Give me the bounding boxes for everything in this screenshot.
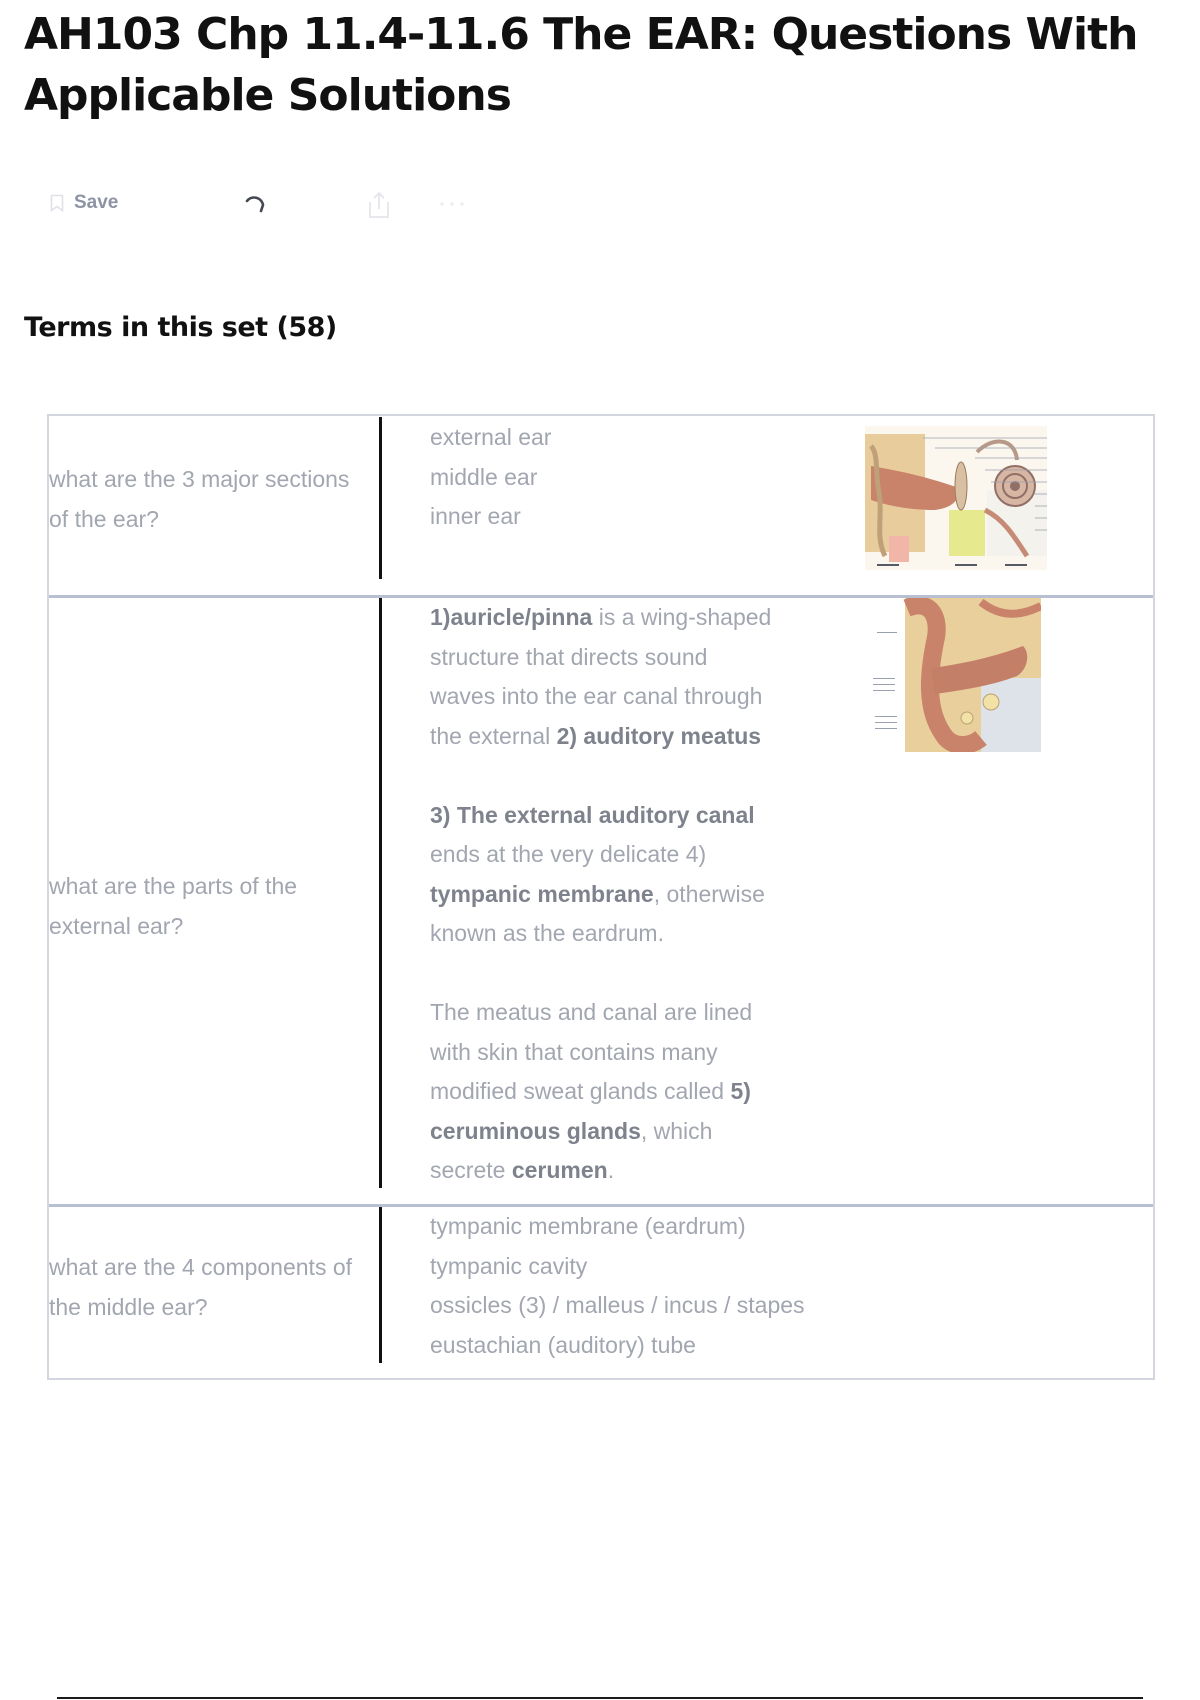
bottom-divider — [57, 1697, 1143, 1699]
definition-line — [430, 1247, 890, 1287]
definition-run: eustachian (auditory) tube — [430, 1331, 696, 1358]
definition-bold-text: 3) The external auditory canal — [430, 801, 755, 828]
definition-line — [430, 1207, 890, 1247]
column-divider — [379, 1207, 382, 1363]
definition-run: tympanic cavity — [430, 1252, 588, 1279]
save-label: Save — [74, 192, 119, 213]
share-icon[interactable] — [366, 190, 392, 220]
term-card[interactable] — [49, 416, 1153, 596]
definition-line — [430, 835, 840, 875]
definition-run: waves into the ear canal through — [430, 683, 763, 709]
definition-run: is a wing-shaped — [592, 604, 772, 630]
definition-run: middle ear — [430, 463, 538, 490]
set-toolbar — [50, 188, 510, 228]
definition-line — [430, 875, 840, 915]
definition-line — [430, 1286, 890, 1326]
definition-run: inner ear — [430, 503, 521, 529]
definition-run: with skin that contains many — [430, 1038, 718, 1065]
definition-line — [430, 458, 840, 498]
definition-line — [430, 1151, 840, 1191]
definition-spacer — [430, 954, 840, 994]
definition-run: structure that directs sound — [430, 643, 708, 670]
term-text: what are the parts of the external ear? — [49, 873, 298, 939]
definition-run: . — [607, 1157, 615, 1183]
definition-line — [430, 497, 840, 537]
definition-run: , which — [640, 1117, 713, 1144]
definition-line — [430, 638, 840, 678]
definition-run: modified sweat glands called — [430, 1078, 731, 1104]
definition-line — [430, 914, 840, 954]
definition-text — [430, 598, 840, 1191]
definition-bold-text: 2) auditory meatus — [556, 722, 762, 749]
definition-run: known as the eardrum. — [430, 920, 664, 946]
definition-line — [430, 717, 840, 757]
term-card[interactable] — [49, 1207, 1153, 1380]
definition-bold-text: tympanic membrane — [430, 880, 654, 907]
definition-line — [430, 1033, 840, 1073]
definition-run: , otherwise — [653, 880, 765, 907]
definition-text — [430, 418, 840, 537]
ear-anatomy-image — [865, 426, 1047, 570]
external-ear-image — [871, 598, 1041, 752]
column-divider — [379, 417, 382, 579]
definition-bold-text: ceruminous glands — [430, 1117, 641, 1144]
definition-bold-text: 5) — [730, 1078, 751, 1104]
definition-run: ends at the very delicate 4) — [430, 841, 707, 867]
bookmark-icon — [50, 194, 64, 212]
definition-line — [430, 1072, 840, 1112]
page-title: AH103 Chp 11.4-11.6 The EAR: Questions With Applicable Solutions — [24, 9, 1138, 121]
more-icon[interactable] — [434, 194, 470, 214]
definition-bold-text: cerumen — [511, 1157, 608, 1183]
term-text: what are the 3 major sections of the ear? — [49, 466, 350, 532]
definition-run: ossicles (3) / malleus / incus / stapes — [430, 1292, 805, 1318]
definition-spacer — [430, 756, 840, 796]
term-text: what are the 4 components of the middle ear? — [49, 1254, 353, 1320]
loading-spinner-icon — [242, 192, 268, 218]
definition-run: The meatus and canal are lined — [430, 999, 753, 1025]
definition-run: secrete — [430, 1157, 512, 1183]
definition-text — [430, 1207, 890, 1365]
definition-line — [430, 1112, 840, 1152]
term-card[interactable] — [49, 598, 1153, 1204]
terms-table — [47, 414, 1155, 1380]
definition-line — [430, 1326, 890, 1366]
definition-line — [430, 993, 840, 1033]
definition-line — [430, 796, 840, 836]
definition-line — [430, 418, 840, 458]
definition-line — [430, 598, 840, 638]
definition-run: external ear — [430, 424, 552, 450]
definition-line — [430, 677, 840, 717]
column-divider — [379, 598, 382, 1188]
definition-run: the external — [430, 722, 557, 749]
save-button[interactable] — [50, 192, 118, 214]
terms-heading: Terms in this set (58) — [24, 312, 337, 343]
definition-run: tympanic membrane (eardrum) — [430, 1213, 746, 1239]
definition-bold-text: 1)auricle/pinna — [430, 604, 593, 630]
